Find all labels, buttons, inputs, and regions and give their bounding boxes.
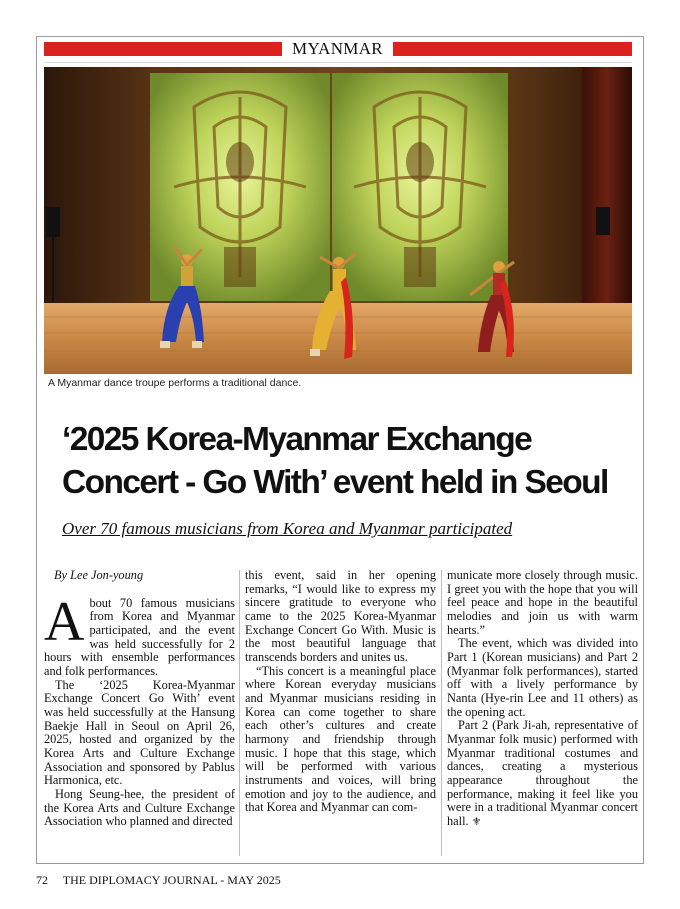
page-number: 72 — [36, 873, 48, 887]
photo-caption: A Myanmar dance troupe performs a traditional dance. — [48, 377, 302, 389]
article-subhead: Over 70 famous musicians from Korea and Myanmar participated — [62, 519, 513, 538]
paragraph-5: The event, which was divided into Part 1 (Korean musicians) and Part 2 (Myanmar folk performances), started off with a lively performance by Nanta (Hye-rin Lee and 11 others) as the opening act. — [447, 636, 638, 719]
column-divider-2 — [441, 570, 442, 856]
paragraph-1-text: bout 70 famous musicians from Korea and Myanmar participated, and the event was held successfully for 2 hours with ensemble performances and folk performances. — [44, 595, 235, 678]
headline-line-2: Concert - Go With’ event held in Seoul — [62, 464, 608, 501]
article-column-3 — [447, 569, 638, 829]
paragraph-3a: Hong Seung-hee, the president of the Korea Arts and Culture Exchange Association who planned and directed — [44, 786, 235, 829]
paragraph-3b: this event, said in her opening remarks, “I would like to express my sincere gratitude to everyone who came to the 2025 Korea-Myanmar Exchange Concert Go With. Music is the most beautiful language that transcends borders and unites us. — [245, 568, 436, 664]
page-footer — [36, 873, 281, 888]
article-photo — [44, 67, 632, 374]
byline: By Lee Jon-young — [54, 568, 144, 582]
paragraph-4b: municate more closely through music. I greet you with the hope that you will feel peace and hope in the beautiful melodies and join us with warm hearts.” — [447, 568, 638, 637]
headline-line-1: ‘2025 Korea-Myanmar Exchange — [62, 421, 532, 458]
section-bar-right — [393, 42, 632, 56]
paragraph-4a: “This concert is a meaningful place where Korean everyday musicians and Myanmar musicians residing in Korea can come together to share each other’s cultures and create harmony and friendship through music. I hope that this stage, which will be performed with various instruments and voices, will bring emotion and joy to the audience, and that Korea and Myanmar can com- — [245, 663, 436, 815]
article-headline — [62, 418, 642, 504]
section-label: MYANMAR — [292, 39, 383, 58]
paragraph-6-text: Part 2 (Park Ji-ah, representative of Myanmar folk music) performed with Myanmar traditional costumes and dances, creating a mysterious appearance throughout the performance, making it feel like you were in a traditional Myanmar concert hall. — [447, 718, 638, 828]
drop-cap: A — [44, 590, 85, 653]
publication-name: THE DIPLOMACY JOURNAL - MAY 2025 — [62, 873, 281, 887]
section-bar-left — [44, 42, 282, 56]
article-column-1 — [44, 569, 235, 829]
section-rule — [44, 62, 632, 63]
article-column-2 — [245, 569, 436, 815]
dance-stage-image — [44, 67, 632, 374]
paragraph-1 — [44, 590, 235, 679]
paragraph-2: The ‘2025 Korea-Myanmar Exchange Concert Go With’ event was held successfully at the Hansung Baekje Hall in Seoul on April 26, 2025, hosted and organized by the Korea Arts and Culture Exchange Association and sponsored by Pablus Harmonica, etc. — [44, 677, 235, 788]
end-mark-icon: ⚜ — [471, 815, 482, 828]
paragraph-6 — [447, 719, 638, 829]
column-divider-1 — [239, 570, 240, 856]
